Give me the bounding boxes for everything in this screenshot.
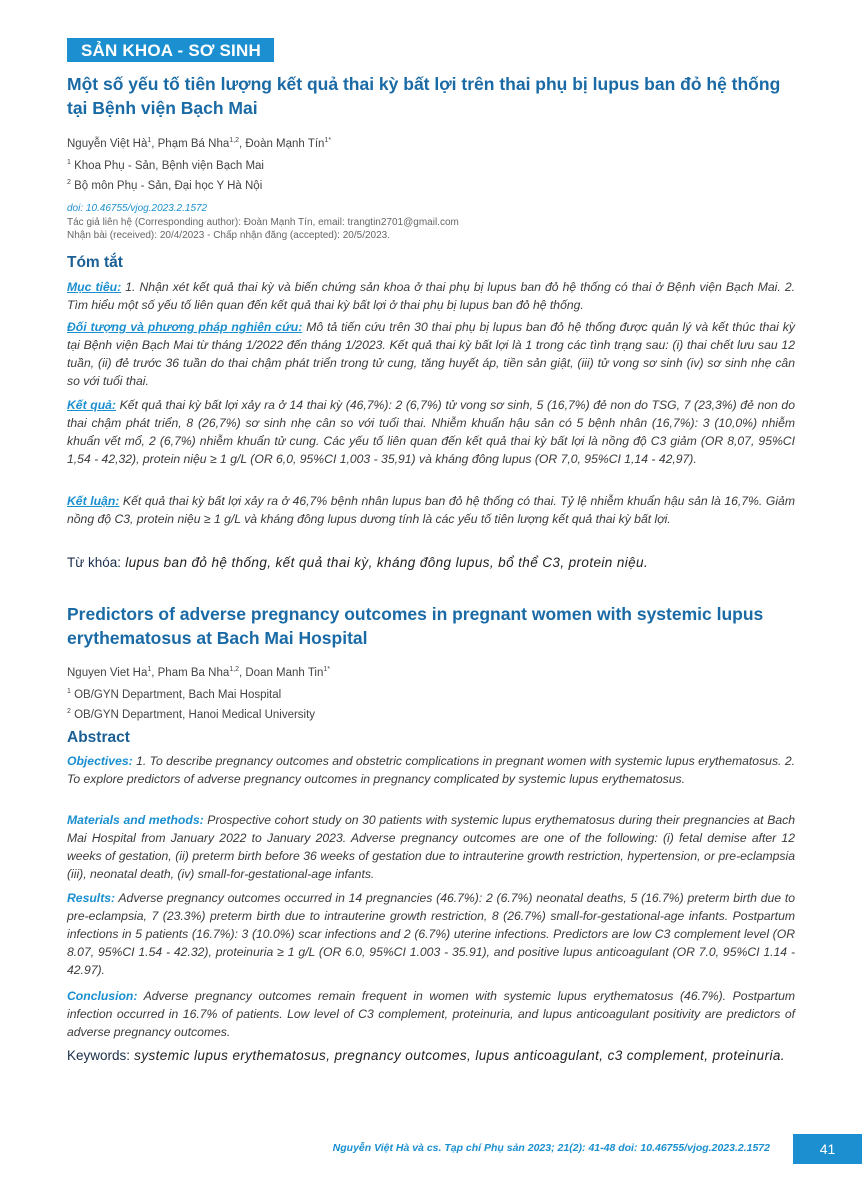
section-text: Adverse pregnancy outcomes remain frequent in women with systemic lupus erythematosus (46.7%). Postpartum infection occurred in 16.7% of patients. Low level of C3 complement, proteinuria, and lupus anticoagulant positivity are predictors of adverse pregnancy outcomes. — [67, 989, 795, 1039]
en-objectives — [67, 752, 795, 788]
keywords-label: Keywords: — [67, 1048, 131, 1063]
corresponding-author: Tác giả liên hệ (Corresponding author): Đoàn Mạnh Tín, email: trangtin2701@gmail.com — [67, 216, 459, 228]
footer-citation: Nguyễn Việt Hà và cs. Tạp chí Phụ sản 2023; 21(2): 41-48 doi: 10.46755/vjog.2023.2.1572 — [332, 1142, 770, 1154]
section-text: 1. To describe pregnancy outcomes and obstetric complications in pregnant women with systemic lupus erythematosus. 2. To explore predictors of adverse pregnancy outcomes in pregnancy complicated by systemic lupus erythematosus. — [67, 754, 795, 786]
section-tag: SẢN KHOA - SƠ SINH — [67, 38, 274, 62]
aff-sup: 1 — [67, 688, 71, 696]
en-author: Nguyen Viet Ha — [67, 666, 148, 679]
section-label: Kết quả: — [67, 398, 116, 412]
vn-affiliation-text: Khoa Phụ - Sản, Bệnh viện Bạch Mai — [74, 160, 264, 173]
author-sup: 1* — [323, 666, 330, 673]
en-affiliation-text: OB/GYN Department, Hanoi Medical University — [74, 708, 316, 721]
vn-abstract-heading: Tóm tắt — [67, 254, 123, 271]
author-sup: 1 — [147, 666, 152, 673]
en-affiliation — [67, 684, 807, 703]
en-keywords — [67, 1047, 795, 1065]
aff-sup: 1 — [67, 159, 71, 167]
received-dates: Nhận bài (received): 20/4/2023 - Chấp nhận đăng (accepted): 20/5/2023. — [67, 229, 390, 241]
en-authors-block — [67, 662, 807, 723]
page-number: 41 — [793, 1134, 862, 1164]
en-author-list: Nguyen Viet Ha$^1$, Pham Ba Nha$^{1,2}$, Doan Manh Tin$^{1*}$ — [67, 666, 330, 679]
author-sup: 1,2 — [229, 666, 239, 673]
section-text: Prospective cohort study on 30 patients with systemic lupus erythematosus during their pregnancies at Bach Mai Hospital from January 2022 to January 2023. Adverse pregnancy outcomes are one of the following: (i) fetal demise after 12 weeks of gestation, (ii) preterm birth before 36 weeks of gestation due to intrauterine growth restriction, hypertension, or pre-eclampsia (iii), neonatal death, (iv) small-for-gestational-age infants. — [67, 813, 795, 881]
vn-author-list: Nguyễn Việt $Hà^1$, Phạm Bá Nha$^{1,2}$, Đoàn Mạnh Tín$^{1*}$ — [67, 137, 332, 150]
section-text: Adverse pregnancy outcomes occurred in 14 pregnancies (46.7%): 2 (6.7%) neonatal deaths, 5 (16.7%) preterm birth due to pre-eclampsia, 7 (23.3%) preterm birth due to intrauterine growth restriction, 8 (26.7%) small-for-gestational-age infants. Postpartum infections in 5 patients (16.7%): 3 (10.0%) scar infections and 2 (6.7%) uterine infections. Predictors are low C3 complement level (OR 8.07, 95%CI 1.54 - 42.32), proteinuria ≥ 1 g/L (OR 6.0, 95%CI 1.003 - 35.91), and positive lupus anticoagulant (OR 7.0, 95%CI 1.14 - 42.97). — [67, 891, 795, 977]
author-sup: 1,2 — [229, 137, 239, 144]
en-conclusion — [67, 987, 795, 1041]
en-results — [67, 889, 795, 979]
section-label: Materials and methods: — [67, 813, 204, 827]
keywords-text: systemic lupus erythematosus, pregnancy outcomes, lupus anticoagulant, c3 complement, proteinuria. — [130, 1048, 785, 1063]
vn-affiliation-text: Bộ môn Phụ - Sản, Đại học Y Hà Nội — [74, 179, 263, 192]
section-label: Objectives: — [67, 754, 133, 768]
author-sup: 1* — [324, 137, 332, 144]
section-text: Mô tả tiến cứu trên 30 thai phụ bị lupus ban đỏ hệ thống được quản lý và kết thúc thai kỳ tại Bệnh viện Bạch Mai từ tháng 1/2022 đến tháng 1/2023. Kết quả thai kỳ bất lợi là 1 trong các tình trạng sau: (i) thai chết lưu sau 12 tuần, (ii) đẻ trước 36 tuần do thai chậm phát triển trong tử cung, tăng huyết áp, tiền sản giật, (iii) tử vong sơ sinh (iv) sơ sinh nhẹ cân so với tuổi thai. — [67, 320, 795, 388]
section-label: Kết luận: — [67, 494, 120, 508]
aff-sup: 2 — [67, 707, 71, 715]
vn-article-title: Một số yếu tố tiên lượng kết quả thai kỳ bất lợi trên thai phụ bị lupus ban đỏ hệ thống tại Bệnh viện Bạch Mai — [67, 74, 781, 118]
vn-results — [67, 396, 795, 468]
vn-keywords — [67, 554, 795, 572]
section-label: Results: — [67, 891, 116, 905]
en-methods — [67, 811, 795, 883]
aff-sup: 2 — [67, 178, 71, 186]
vn-conclusion — [67, 492, 795, 528]
vn-authors-block — [67, 133, 807, 242]
vn-objectives — [67, 278, 795, 314]
keywords-text: lupus ban đỏ hệ thống, kết quả thai kỳ, kháng đông lupus, bổ thể C3, protein niệu. — [121, 555, 649, 570]
en-affiliation-text: OB/GYN Department, Bach Mai Hospital — [74, 689, 282, 702]
section-label: Conclusion: — [67, 989, 138, 1003]
vn-affiliation — [67, 155, 807, 174]
en-affiliation — [67, 704, 807, 723]
en-author: Doan Manh Tin — [245, 666, 324, 679]
vn-author: Đoàn Mạnh Tín — [245, 137, 325, 150]
en-article-title: Predictors of adverse pregnancy outcomes in pregnant women with systemic lupus erythematosus at Bach Mai Hospital — [67, 604, 764, 648]
en-abstract-heading: Abstract — [67, 729, 130, 746]
vn-affiliation — [67, 175, 807, 194]
author-sup: 1 — [147, 137, 152, 144]
en-author: Pham Ba Nha — [157, 666, 230, 679]
vn-author: Phạm Bá Nha — [157, 137, 230, 150]
section-label: Đối tượng và phương pháp nghiên cứu: — [67, 320, 303, 334]
vn-author: Nguyễn Việt Hà — [67, 137, 148, 150]
section-text: 1. Nhận xét kết quả thai kỳ và biến chứng sản khoa ở thai phụ bị lupus ban đỏ hệ thống có thai ở Bệnh viện Bạch Mai. 2. Tìm hiểu một số yếu tố liên quan đến kết quả thai kỳ bất lợi ở thai phụ bị lupus ban đỏ hệ thống. — [67, 280, 795, 312]
keywords-label: Từ khóa: — [67, 555, 122, 570]
doi-link[interactable]: doi: 10.46755/vjog.2023.2.1572 — [67, 202, 208, 214]
section-label: Mục tiêu: — [67, 280, 122, 294]
section-text: Kết quả thai kỳ bất lợi xảy ra ở 14 thai kỳ (46,7%): 2 (6,7%) tử vong sơ sinh, 5 (16,7%) đẻ non do TSG, 7 (23,3%) đẻ non do thai chậm phát triển, 8 (26,7%) sơ sinh nhẹ cân so với tuổi thai. Nhiễm khuẩn hậu sản có 5 bệnh nhân (16,7%): 3 (10,0%) nhiễm khuẩn vết mổ, 2 (6,7%) nhiễm khuẩn tử cung. Các yếu tố liên quan đến kết quả thai kỳ bất lợi là nồng độ C3 giảm (OR 8,07, 95%CI 1,54 - 42,32), protein niệu ≥ 1 g/L (OR 6,0, 95%CI 1,003 - 35,91) và kháng đông lupus (OR 7,0, 95%CI 1,14 - 42,97). — [67, 398, 795, 466]
vn-methods — [67, 318, 795, 390]
section-text: Kết quả thai kỳ bất lợi xảy ra ở 46,7% bệnh nhân lupus ban đỏ hệ thống có thai. Tỷ lệ nhiễm khuẩn hậu sản là 16,7%. Giảm nồng độ C3, protein niệu ≥ 1 g/L và kháng đông lupus dương tính là các yếu tố tiên lượng kết quả thai kỳ bất lợi. — [67, 494, 795, 526]
